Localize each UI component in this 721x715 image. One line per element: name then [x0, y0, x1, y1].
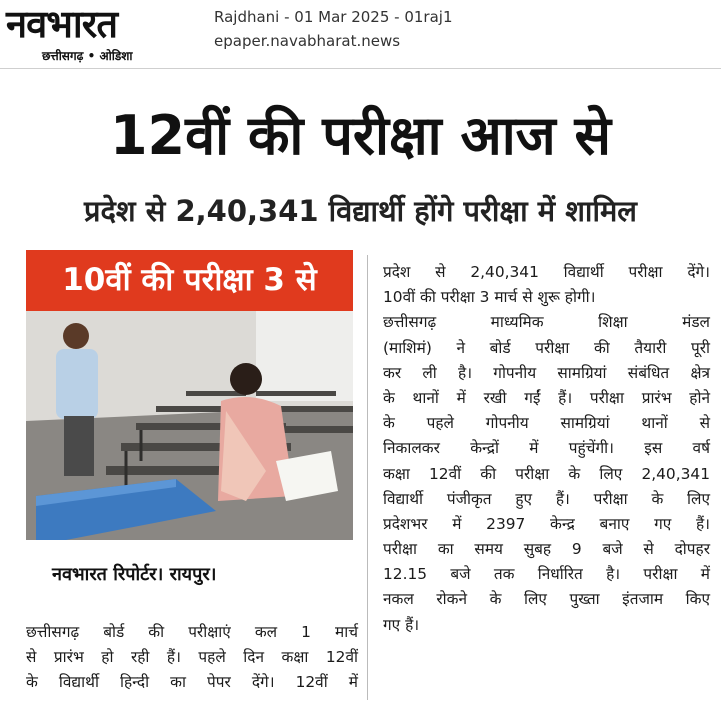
- article-line: से प्रारंभ हो रही हैं। पहले दिन कक्षा 12वीं: [26, 648, 358, 667]
- article-line: गए हैं।: [383, 615, 420, 634]
- newspaper-logo: नवभारत: [6, 2, 117, 46]
- masthead: [0, 0, 721, 69]
- news-photo: [26, 250, 353, 540]
- article-line: छत्तीसगढ़ माध्यमिक शिक्षा मंडल: [383, 313, 710, 332]
- headline: 12वीं की परीक्षा आज से: [109, 104, 612, 167]
- article-line: के थानों में रखी गईं हैं। परीक्षा प्रारंभ होने: [383, 388, 710, 407]
- article-line: कक्षा 12वीं की परीक्षा के लिए 2,40,341: [383, 464, 710, 483]
- article-line: के विद्यार्थी हिन्दी का पेपर देंगे। 12वीं में: [26, 673, 358, 692]
- photo-banner: 10वीं की परीक्षा 3 से: [26, 250, 353, 311]
- article-line: प्रदेशभर में 2397 केन्द्र बनाए गए हैं।: [383, 514, 710, 533]
- article-line: 12.15 बजे तक निर्धारित है। परीक्षा में: [383, 565, 710, 584]
- epaper-site-link[interactable]: epaper.navabharat.news: [214, 32, 401, 50]
- article-column-left: [26, 620, 358, 696]
- article-line: 10वीं की परीक्षा 3 मार्च से शुरू होगी।: [383, 288, 596, 307]
- article-line: परीक्षा का समय सुबह 9 बजे से दोपहर: [383, 540, 710, 559]
- subheadline: प्रदेश से 2,40,341 विद्यार्थी होंगे परीक्षा में शामिल: [84, 194, 637, 228]
- edition-info: Rajdhani - 01 Mar 2025 - 01raj1: [214, 8, 453, 26]
- article-line: छत्तीसगढ़ बोर्ड की परीक्षाएं कल 1 मार्च: [26, 623, 358, 641]
- column-divider: [367, 255, 368, 700]
- logo-region-tagline: छत्तीसगढ़ • ओडिशा: [42, 49, 133, 63]
- article-line: विद्यार्थी पंजीकृत हुए हैं। परीक्षा के लिए: [383, 489, 710, 508]
- article-line: कर ली है। गोपनीय सामग्रियां संबंधित क्षेत्र: [383, 363, 710, 382]
- exam-hall-photo: [26, 311, 353, 540]
- article-line: नकल रोकने के लिए पुख्ता इंतजाम किए: [383, 590, 710, 609]
- article-line: (माशिमं) ने बोर्ड परीक्षा की तैयारी पूरी: [383, 338, 710, 357]
- article-column-right: [383, 260, 710, 638]
- byline: नवभारत रिपोर्टर। रायपुर।: [52, 564, 217, 585]
- article-line: निकालकर केन्द्रों में पहुंचेंगी। इस वर्ष: [383, 439, 710, 458]
- article-line: के पहले गोपनीय सामग्रियां थानों से: [383, 414, 710, 433]
- article-line: प्रदेश से 2,40,341 विद्यार्थी परीक्षा देंगे।: [383, 263, 710, 281]
